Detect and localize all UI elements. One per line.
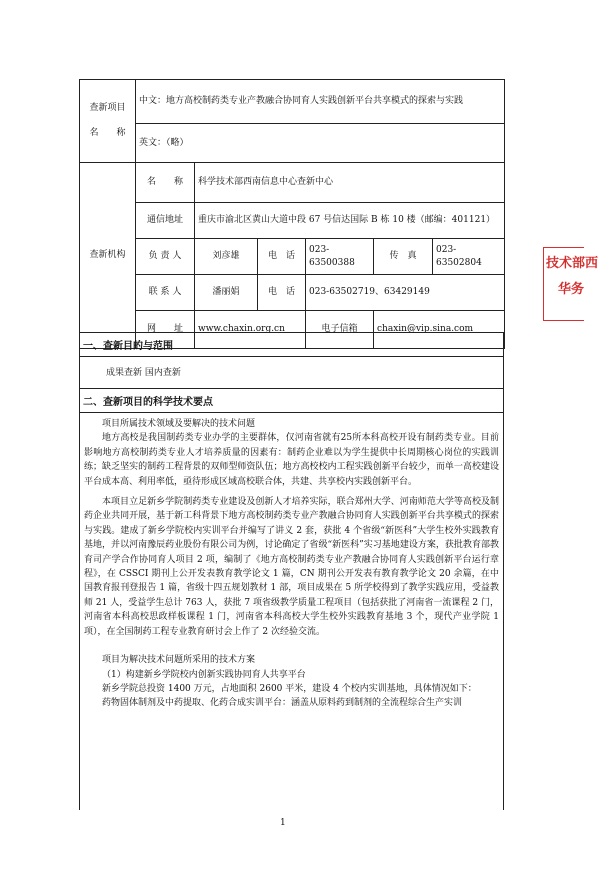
- fax-label: 传 真: [374, 239, 433, 275]
- address-label: 通信地址: [136, 203, 195, 239]
- phone-value: 023-63500388: [306, 239, 374, 275]
- investment-paragraph: 新乡学院总投资 1400 万元，占地面积 2600 平米，建设 4 个校内实训基地，具体情况如下：: [102, 683, 477, 694]
- address-value: 重庆市渝北区黄山大道中段 67 号信达国际 B 栋 10 楼（邮编：401121）: [195, 203, 505, 239]
- agency-name-value: 科学技术部西南信息中心查新中心: [195, 163, 505, 203]
- website-label: 网 址: [136, 311, 195, 349]
- tech-field-heading: 项目所属技术领域及要解决的技术问题: [102, 419, 256, 429]
- agency-label: 查新机构: [80, 163, 136, 349]
- solution-subheading: （1）构建新乡学院校内创新实践协同育人共享平台: [102, 669, 306, 680]
- section-tech-points: [79, 388, 504, 810]
- section-purpose-title: 一、查新目的与范围: [83, 341, 173, 352]
- contact-value: 潘丽娟: [195, 275, 258, 311]
- english-title: 英文：（略）: [136, 124, 505, 163]
- project-name-label: 查新项目 名 称: [80, 80, 136, 163]
- chinese-title: 中文：地方高校制药类专业产教融合协同育人实践创新平台共享模式的探索与实践: [136, 80, 505, 124]
- head-label: 负 责 人: [136, 239, 195, 275]
- website-value: www.chaxin.org.cn: [195, 311, 306, 349]
- red-seal-stamp: 技术部西 华务: [543, 247, 584, 321]
- solution-heading: 项目为解决技术问题所采用的技术方案: [102, 655, 256, 666]
- head-value: 刘彦雄: [195, 239, 258, 275]
- contact-label: 联 系 人: [136, 275, 195, 311]
- email-value: chaxin@vip.sina.com: [374, 311, 505, 349]
- tech-problem-paragraph: 地方高校是我国制药类专业办学的主要群体，仅河南省就有25所本科高校开设有制药类专业。目前影响地方高校制药类专业人才培养质量的因素有：制药企业难以为学生提供中长周期核心岗位的实践训练；缺乏坚实的制药工程背景的双师型师资队伍；地方高校校内工程实践创新平台较少，而单一高校建设平台成本高、利用率低，亟待形成区域高校联合体，共建、共享校内实践创新平台。: [84, 433, 499, 487]
- novelty-search-info-table: [79, 79, 505, 349]
- platform-paragraph: 药物固体制剂及中药提取、化药合成实训平台：涵盖从原料药到制剂的全流程综合生产实训: [102, 698, 463, 709]
- section-purpose-text: 成果查新 国内查新: [80, 356, 503, 380]
- phone2-label: 电 话: [258, 275, 306, 311]
- page-number: 1: [280, 818, 286, 828]
- agency-name-label: 名 称: [136, 163, 195, 203]
- section-purpose: [79, 332, 504, 389]
- email-label: 电子信箱: [306, 311, 374, 349]
- project-summary-paragraph: 本项目立足新乡学院制药类专业建设及创新人才培养实际，联合郑州大学、河南师范大学等高校及制药企业共同开展，基于新工科背景下地方高校制药类专业产教融合协同育人实践创新平台共享模式的探索与实践。建成了新乡学院校内实训平台并编写了讲义 2 套，获批 4 个省级“新医科”大学生校外实践教育基地，并以河南豫辰药业股份有限公司为例，讨论确定了省级“新医科”实习基地建设方案，获批教育部教育司产学合作协同育人项目 2 项，编制了《地方高校制药类专业产教融合协同育人实践创新平台运行章程》，在 CSSCI 期刊上公开发表教育教学论文 1 篇，CN 期刊公开发表有教育教学论文 20 余篇，在中国教育报刊登报告 1 篇，省级十四五规划教材 1 部，项目成果在 5 所学校得到了教学实践应用，受益教师 21 人，受益学生总计 763 人，获批 7 项省级教学质量工程项目（包括获批了河南省一流课程 2 门，河南省本科高校思政样板课程 1 门，河南省本科高校大学生校外实践教育基地 3 个，现代产业学院 1 项），在全国制药工程专业教育研讨会上作了 2 次经验交流。: [84, 497, 499, 637]
- phone2-value: 023-63502719、63429149: [306, 275, 505, 311]
- section-tech-title: 二、查新项目的科学技术要点: [80, 389, 503, 413]
- phone-label: 电 话: [258, 239, 306, 275]
- fax-value: 023-63502804: [433, 239, 505, 275]
